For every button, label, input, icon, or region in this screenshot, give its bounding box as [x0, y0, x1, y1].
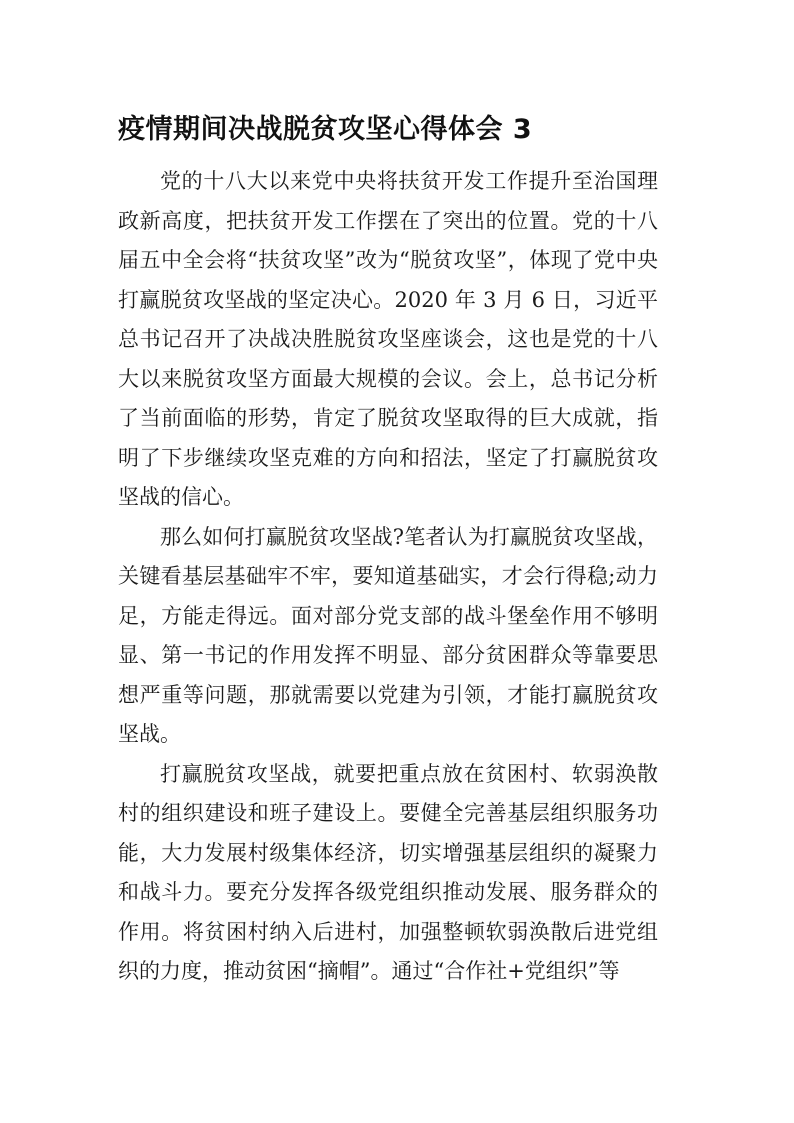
paragraph-2: 那么如何打赢脱贫攻坚战?笔者认为打赢脱贫攻坚战，关键看基层基础牢不牢，要知道基础实，才会行得稳;动力足，方能走得远。面对部分党支部的战斗堡垒作用不够明显、第一书记的作用发挥不明显、部分贫困群众等靠要思想严重等问题，那就需要以党建为引领，才能打赢脱贫攻坚战。: [118, 524, 658, 746]
document-body: [118, 162, 658, 992]
document-title: 疫情期间决战脱贫攻坚心得体会 3: [118, 114, 533, 145]
paragraph-1: 党的十八大以来党中央将扶贫开发工作提升至治国理政新高度，把扶贫开发工作摆在了突出的位置。党的十八届五中全会将“扶贫攻坚”改为“脱贫攻坚”，体现了党中央打赢脱贫攻坚战的坚定决心。2020 年 3 月 6 日，习近平总书记召开了决战决胜脱贫攻坚座谈会，这也是党的十八大以来脱贫攻坚方面最大规模的会议。会上，总书记分析了当前面临的形势，肯定了脱贫攻坚取得的巨大成就，指明了下步继续攻坚克难的方向和招法，坚定了打赢脱贫攻坚战的信心。: [118, 169, 658, 509]
paragraph-3: 打赢脱贫攻坚战，就要把重点放在贫困村、软弱涣散村的组织建设和班子建设上。要健全完善基层组织服务功能，大力发展村级集体经济，切实增强基层组织的凝聚力和战斗力。要充分发挥各级党组织推动发展、服务群众的作用。将贫困村纳入后进村，加强整顿软弱涣散后进党组织的力度，推动贫困“摘帽”。通过“合作社+党组织”等: [118, 761, 658, 983]
